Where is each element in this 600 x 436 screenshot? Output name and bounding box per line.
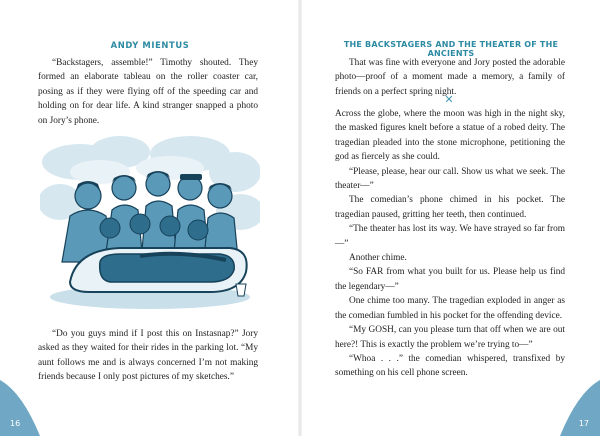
page-number-right: 17 — [578, 419, 589, 428]
section-break-ornament: ✕ — [444, 93, 454, 106]
right-page — [300, 0, 600, 436]
paragraph: “Whoa . . .” the comedian whispered, transfixed by something on his cell phone screen. — [335, 353, 565, 379]
paragraph: Across the globe, where the moon was high in the night sky, the masked figures knelt before a statue of a robed deity. The tragedian pleaded into the stone microphone, petitioning the god as fiercely as she could. — [335, 109, 565, 163]
paragraph: That was fine with everyone and Jory posted the adorable photo—proof of a moment made a memory, a family of friends on a perfect spring night. — [335, 58, 565, 97]
page-number-left: 16 — [10, 419, 21, 428]
paragraph: “So FAR from what you built for us. Please help us find the legendary—” — [335, 267, 565, 292]
paragraph: “Please, please, hear our call. Show us what we seek. The theater—” — [335, 166, 565, 192]
paragraph: One chime too many. The tragedian exploded in anger as the comedian fumbled in his pocket for the offending device. — [335, 296, 565, 321]
paragraph: The comedian’s phone chimed in his pocket. The tragedian paused, gritting her teeth, then continued. — [335, 195, 565, 220]
roller-coaster-group-illustration — [40, 132, 260, 312]
paragraph: “Backstagers, assemble!” Timothy shouted. They formed an elaborate tableau on the roller coaster car, posing as if they were flying off of the speeding car and holding on for dear life. A kind stranger snapped a photo on Jory’s phone. — [38, 58, 258, 126]
paragraph: Another chime. — [349, 253, 407, 264]
paragraph: “Do you guys mind if I post this on Instasnap?” Jory asked as they waited for their rides in the parking lot. “My aunt follows me and is always concerned I’m not making friends because I only post pictures of my sketches.” — [38, 329, 258, 383]
left-text-bottom — [38, 327, 258, 385]
paragraph: “The theater has lost its way. We have strayed so far from—” — [335, 224, 565, 249]
left-running-head: ANDY MIENTUS — [110, 40, 190, 50]
right-text-main — [335, 107, 565, 381]
right-running-head: THE BACKSTAGERS AND THE THEATER OF THE ANCIENTS — [343, 40, 559, 58]
left-text-top — [38, 56, 258, 128]
paragraph: “My GOSH, can you please turn that off when we are out here?! This is exactly the problem we’re trying to—” — [335, 325, 565, 350]
right-corner-tab — [536, 372, 600, 436]
